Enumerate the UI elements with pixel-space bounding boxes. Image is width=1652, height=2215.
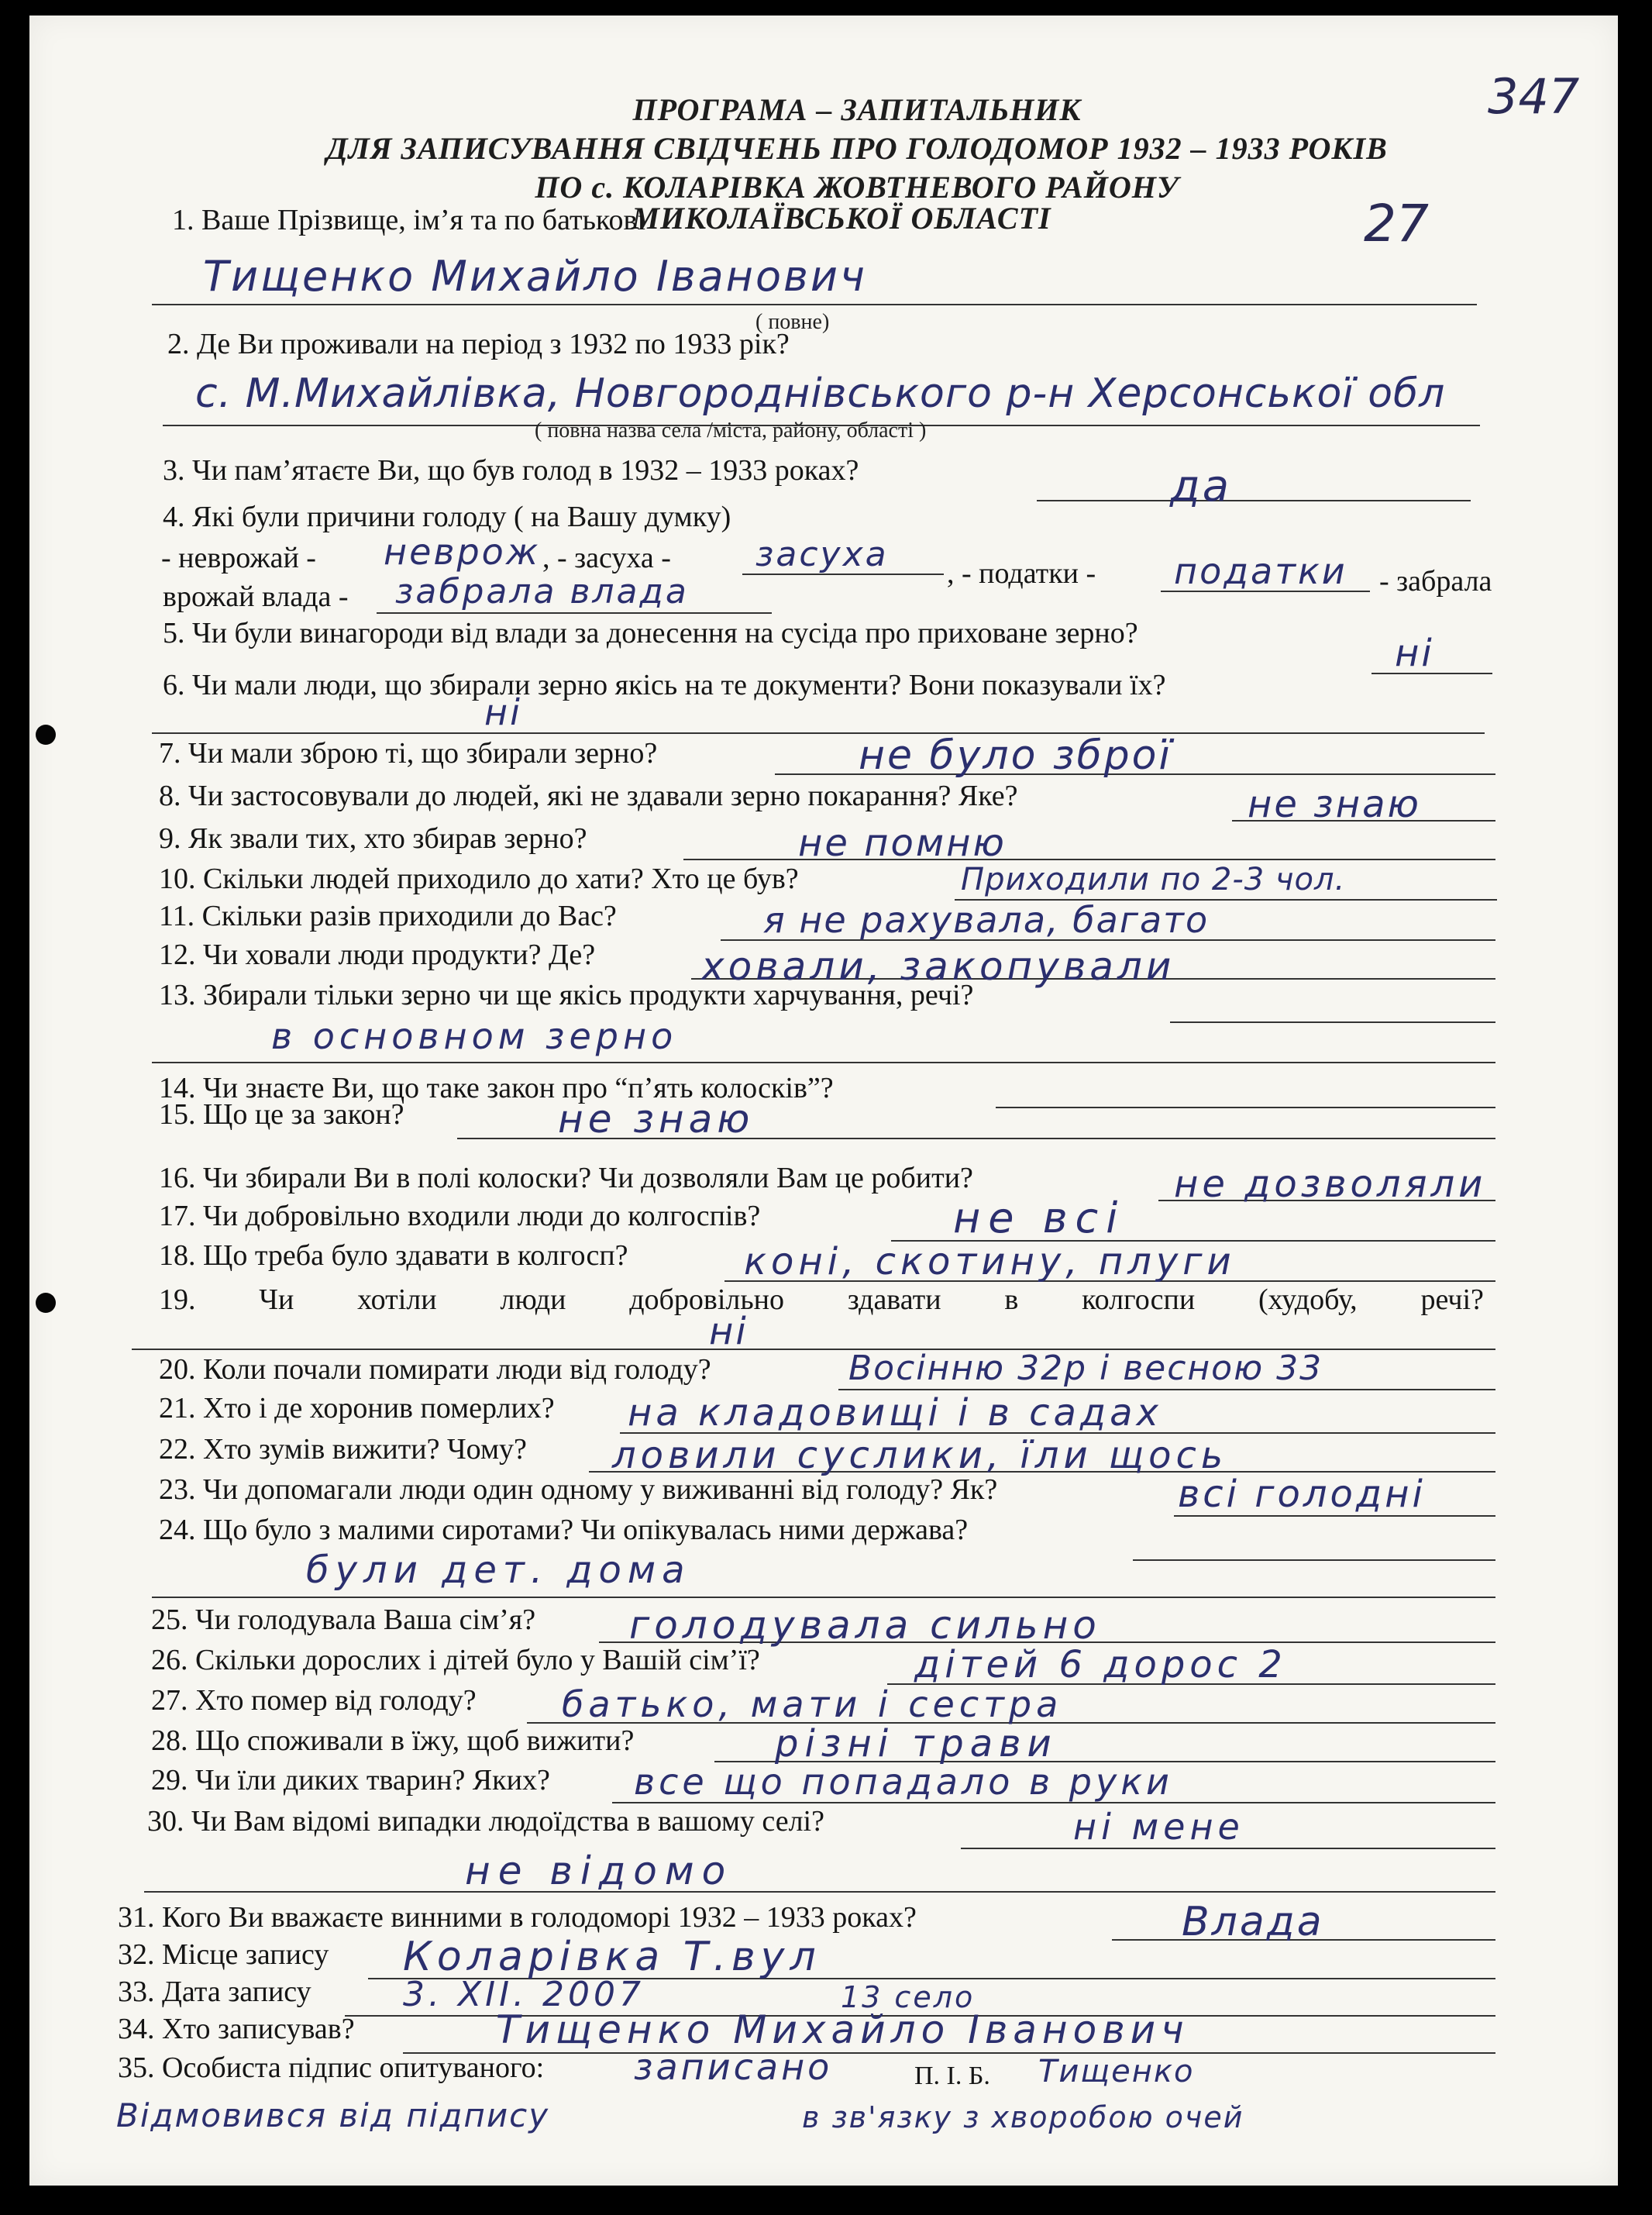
q4-label: 4. Які були причини голоду ( на Вашу думку) bbox=[163, 501, 731, 533]
q12-answer: ховали, закопували bbox=[701, 944, 1175, 989]
q10-answer: Приходили по 2-3 чол. bbox=[961, 862, 1346, 897]
doc-title-line2: ДЛЯ ЗАПИСУВАННЯ СВІДЧЕНЬ ПРО ГОЛОДОМОР 1932 – 1933 РОКІВ bbox=[326, 131, 1388, 166]
q28-answer: різні трави bbox=[775, 1722, 1058, 1765]
q5-label: 5. Чи були винагороди від влади за донесення на сусіда про приховане зерно? bbox=[163, 617, 1138, 649]
q7-answer: не було зброї bbox=[859, 732, 1172, 779]
q8-label: 8. Чи застосовували до людей, які не здавали зерно покарання? Яке? bbox=[159, 780, 1018, 812]
q20-answer: Восінню 32р і весною 33 bbox=[848, 1349, 1323, 1388]
q4-d-label2: врожай влада - bbox=[163, 580, 349, 613]
q14-line bbox=[996, 1107, 1495, 1108]
q26-label: 26. Скільки дорослих і дітей було у Вашій сім’ї? bbox=[151, 1644, 760, 1676]
q9-label: 9. Як звали тих, хто збирав зерно? bbox=[159, 822, 587, 855]
q4-b-answer: засуха bbox=[755, 535, 889, 574]
page-number: 347 bbox=[1488, 68, 1580, 125]
q4-a-label: - неврожай - bbox=[161, 542, 316, 574]
q2-answer: с. М.Михайлівка, Новгороднівського р-н Херсонської обл bbox=[195, 370, 1446, 417]
q23-answer: всі голодні bbox=[1178, 1473, 1426, 1516]
q21-label: 21. Хто і де хоронив померлих? bbox=[159, 1392, 555, 1424]
punch-hole-top bbox=[36, 725, 56, 745]
q4-d-answer: забрала влада bbox=[395, 572, 689, 611]
q18-answer: коні, скотину, плуги bbox=[744, 1240, 1236, 1283]
q19-word: добровільно bbox=[629, 1283, 785, 1316]
doc-title-line4: МИКОЛАЇВСЬКОЇ ОБЛАСТІ bbox=[632, 201, 1051, 236]
q2-hint: ( повна назва села /міста, району, області ) bbox=[535, 419, 927, 443]
q4-d-line bbox=[377, 612, 772, 614]
q28-label: 28. Що споживали в їжу, щоб вижити? bbox=[151, 1724, 635, 1757]
q22-label: 22. Хто зумів вижити? Чому? bbox=[159, 1433, 527, 1466]
q27-answer: батько, мати і сестра bbox=[562, 1683, 1063, 1725]
q30-label: 30. Чи Вам відомі випадки людоїдства в вашому селі? bbox=[147, 1805, 824, 1838]
q24-answer: були дет. дома bbox=[306, 1548, 691, 1592]
q12-label: 12. Чи ховали люди продукти? Де? bbox=[159, 939, 596, 971]
q31-label: 31. Кого Ви вважаєте винними в голодоморі 1932 – 1933 роках? bbox=[118, 1901, 917, 1934]
q19-label bbox=[159, 1283, 1484, 1317]
q16-answer: не дозволяли bbox=[1174, 1163, 1487, 1206]
q4-c-answer: податки bbox=[1174, 550, 1347, 592]
q19-word: речі? bbox=[1420, 1283, 1484, 1316]
q4-d-label: - забрала bbox=[1379, 565, 1492, 598]
q4-b-label: , - засуха - bbox=[542, 542, 671, 574]
q4-c-label: , - податки - bbox=[947, 557, 1096, 590]
q24-line-a bbox=[1133, 1559, 1495, 1561]
q19-word: (худобу, bbox=[1258, 1283, 1358, 1316]
q32-answer: Коларівка Т.вул bbox=[403, 1934, 821, 1980]
doc-title-line3: ПО с. КОЛАРІВКА ЖОВТНЕВОГО РАЙОНУ bbox=[535, 170, 1179, 205]
q4-a-answer: неврож bbox=[384, 531, 541, 573]
q32-label: 32. Місце запису bbox=[118, 1938, 329, 1971]
q33-answer: 3. ХІІ. 2007 bbox=[403, 1975, 645, 2014]
punch-hole-bottom bbox=[36, 1293, 56, 1313]
q29-label: 29. Чи їли диких тварин? Яких? bbox=[151, 1764, 550, 1796]
q3-answer: да bbox=[1170, 461, 1232, 512]
q35-bottom-note: Відмовився від підпису bbox=[116, 2096, 550, 2134]
q5-answer: ні bbox=[1395, 632, 1434, 675]
q6-line bbox=[152, 732, 1485, 734]
q21-answer: на кладовищі і в садах bbox=[628, 1391, 1162, 1435]
q34-line bbox=[403, 2052, 1495, 2054]
q30-line-a bbox=[961, 1848, 1495, 1849]
q30-answer2: не відомо bbox=[465, 1848, 734, 1893]
q11-label: 11. Скільки разів приходили до Вас? bbox=[159, 900, 617, 932]
q33-answer2: 13 село bbox=[841, 1980, 976, 2014]
q19-word: 19. bbox=[159, 1283, 196, 1316]
q20-line bbox=[838, 1389, 1495, 1390]
q25-answer: голодувала сильно bbox=[629, 1603, 1101, 1648]
q11-answer: я не рахувала, багато bbox=[763, 899, 1210, 941]
q13-label: 13. Збирали тільки зерно чи ще якісь продукти харчування, речі? bbox=[159, 979, 974, 1011]
q3-line bbox=[1037, 500, 1471, 501]
q29-answer: все що попадало в руки bbox=[634, 1761, 1173, 1803]
q19-answer: ні bbox=[709, 1310, 749, 1353]
q25-label: 25. Чи голодувала Ваша сім’я? bbox=[151, 1604, 536, 1636]
q26-answer: дітей 6 дорос 2 bbox=[914, 1643, 1287, 1686]
q34-answer: Тищенко Михайло Іванович bbox=[496, 2007, 1189, 2052]
q15-label: 15. Що це за закон? bbox=[159, 1098, 404, 1131]
q17-answer: не всі bbox=[953, 1194, 1126, 1242]
q16-label: 16. Чи збирали Ви в полі колоски? Чи дозволяли Вам це робити? bbox=[159, 1162, 973, 1194]
q18-label: 18. Що треба було здавати в колгосп? bbox=[159, 1239, 628, 1272]
q13-answer: в основном зерно bbox=[271, 1015, 678, 1057]
q35-bottom-note2: в зв'язку з хворобою очей bbox=[802, 2100, 1244, 2134]
q19-word: Чи bbox=[259, 1283, 294, 1316]
q19-word: хотіли bbox=[357, 1283, 437, 1316]
q30-answer: ні мене bbox=[1073, 1806, 1244, 1848]
q6-label: 6. Чи мали люди, що збирали зерно якісь на те документи? Вони показували їх? bbox=[163, 669, 1166, 701]
q35-pib-label: П. І. Б. bbox=[914, 2062, 990, 2090]
q33-label: 33. Дата запису bbox=[118, 1976, 311, 2008]
q7-label: 7. Чи мали зброю ті, що збирали зерно? bbox=[159, 737, 658, 770]
q22-answer: ловили суслики, їли щось bbox=[612, 1434, 1228, 1477]
q35-signature: Тищенко bbox=[1038, 2054, 1195, 2089]
q31-answer: Влада bbox=[1182, 1899, 1324, 1945]
q1-line bbox=[152, 304, 1477, 305]
q1-hint: ( повне) bbox=[755, 310, 830, 334]
q19-word: в bbox=[1004, 1283, 1019, 1316]
q24-line-b bbox=[152, 1597, 1495, 1598]
q14-label: 14. Чи знаєте Ви, що таке закон про “п’ять колосків”? bbox=[159, 1072, 834, 1104]
q1-answer: Тищенко Михайло Іванович bbox=[203, 252, 867, 301]
q20-label: 20. Коли почали помирати люди від голоду? bbox=[159, 1353, 711, 1386]
q19-word: люди bbox=[500, 1283, 566, 1316]
q15-answer: не знаю bbox=[558, 1097, 755, 1142]
q2-label: 2. Де Ви проживали на період з 1932 по 1933 рік? bbox=[167, 328, 790, 360]
q13-line-b bbox=[152, 1062, 1495, 1063]
q34-label: 34. Хто записував? bbox=[118, 2013, 355, 2045]
q8-answer: не знаю bbox=[1248, 783, 1421, 826]
q6-answer: ні bbox=[484, 691, 522, 733]
q30-line-b bbox=[144, 1891, 1495, 1893]
q9-answer: не помню bbox=[798, 822, 1007, 865]
q24-label: 24. Що було з малими сиротами? Чи опікувалась ними держава? bbox=[159, 1514, 969, 1546]
q19-word: колгоспи bbox=[1082, 1283, 1196, 1316]
q3-label: 3. Чи пам’ятаєте Ви, що був голод в 1932 – 1933 роках? bbox=[163, 454, 859, 487]
document-number: 27 bbox=[1364, 194, 1429, 253]
q1-label: 1. Ваше Прізвище, ім’я та по батькові bbox=[172, 204, 645, 236]
q10-label: 10. Скільки людей приходило до хати? Хто це був? bbox=[159, 863, 799, 895]
q19-word: здавати bbox=[847, 1283, 941, 1316]
q35-label: 35. Особиста підпис опитуваного: bbox=[118, 2051, 545, 2084]
q35-answer: записано bbox=[634, 2046, 833, 2088]
q23-label: 23. Чи допомагали люди один одному у виживанні від голоду? Як? bbox=[159, 1473, 998, 1506]
doc-title-line1: ПРОГРАМА – ЗАПИТАЛЬНИК bbox=[632, 92, 1082, 127]
q17-label: 17. Чи добровільно входили люди до колгоспів? bbox=[159, 1200, 761, 1232]
q13-line-a bbox=[1170, 1021, 1495, 1023]
q27-label: 27. Хто помер від голоду? bbox=[151, 1684, 477, 1717]
